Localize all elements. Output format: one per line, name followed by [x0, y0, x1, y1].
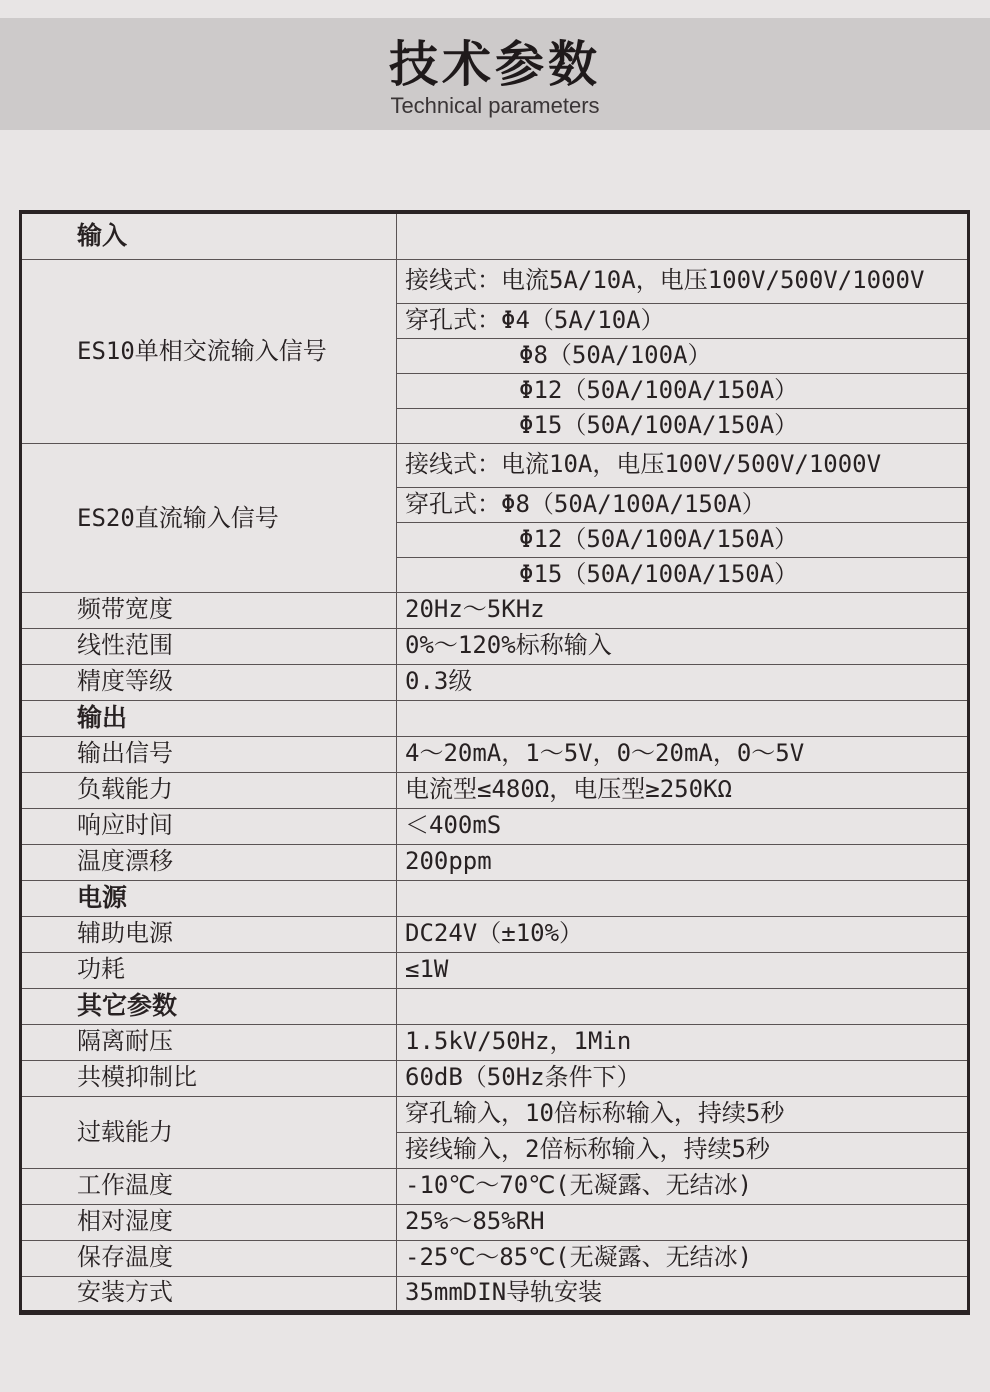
table-row: [21, 916, 969, 952]
param-value: Φ15（50A/100A/150A）: [519, 559, 799, 588]
param-value-cell: [397, 700, 969, 736]
param-label-cell: [21, 808, 397, 844]
param-label-cell: [21, 628, 397, 664]
param-value: -25℃～85℃(无凝露、无结冰): [405, 1243, 753, 1272]
param-value-cell: [397, 212, 969, 259]
param-value: 35mmDIN导轨安装: [405, 1278, 603, 1307]
table-row: [21, 1240, 969, 1276]
param-label: 线性范围: [77, 631, 173, 660]
param-value: -10℃～70℃(无凝露、无结冰): [405, 1171, 753, 1200]
param-value-cell: [397, 259, 969, 303]
param-label: 工作温度: [77, 1171, 173, 1200]
param-value-cell: [397, 988, 969, 1024]
table-row: [21, 988, 969, 1024]
page-subtitle: Technical parameters: [390, 93, 600, 118]
param-label: 温度漂移: [77, 847, 173, 876]
param-value-cell: [397, 592, 969, 628]
param-value-cell: [397, 880, 969, 916]
param-value-cell: [397, 1204, 969, 1240]
param-value-cell: [397, 443, 969, 487]
param-value: Φ12（50A/100A/150A）: [519, 524, 799, 553]
param-value: Φ15（50A/100A/150A）: [519, 410, 799, 439]
param-value: 0%～120%标称输入: [405, 631, 612, 660]
param-label-cell: [21, 916, 397, 952]
param-value: 25%～85%RH: [405, 1207, 545, 1236]
param-value-cell: [397, 303, 969, 338]
param-label: 精度等级: [77, 667, 173, 696]
param-label-cell: [21, 700, 397, 736]
param-label-cell: [21, 1168, 397, 1204]
table-row: [21, 880, 969, 916]
param-label-cell: [21, 952, 397, 988]
table-row: [21, 1060, 969, 1096]
param-value: 0.3级: [405, 667, 473, 696]
param-label: 其它参数: [77, 990, 178, 1020]
param-value-cell: [397, 1060, 969, 1096]
param-value-cell: [397, 1276, 969, 1312]
param-value: 20Hz～5KHz: [405, 595, 545, 624]
parameters-table: [19, 210, 970, 1315]
param-label: 输出: [77, 702, 128, 732]
table-row: [21, 592, 969, 628]
param-value: 穿孔式：Φ8（50A/100A/150A）: [405, 489, 766, 518]
table-row: [21, 664, 969, 700]
table-row: [21, 1096, 969, 1132]
parameters-table-container: [19, 210, 967, 1315]
param-label-cell: [21, 212, 397, 259]
table-row: [21, 952, 969, 988]
param-value-cell: [397, 1096, 969, 1132]
param-label: 负载能力: [77, 775, 173, 804]
header-band: [0, 18, 990, 130]
param-label: 辅助电源: [77, 919, 173, 948]
param-label-cell: [21, 1096, 397, 1168]
param-label-cell: [21, 664, 397, 700]
table-row: [21, 443, 969, 487]
param-label-cell: [21, 443, 397, 592]
param-value: 60dB（50Hz条件下）: [405, 1063, 641, 1092]
param-value: DC24V（±10%）: [405, 919, 584, 948]
param-value-cell: [397, 1168, 969, 1204]
table-row: [21, 736, 969, 772]
table-row: [21, 772, 969, 808]
page-title: 技术参数: [388, 36, 601, 93]
param-label: 保存温度: [77, 1243, 173, 1272]
param-value-cell: [397, 916, 969, 952]
param-value-cell: [397, 628, 969, 664]
param-value: Φ8（50A/100A）: [519, 340, 712, 369]
param-value-cell: [397, 772, 969, 808]
param-label-cell: [21, 259, 397, 443]
param-value: ＜400mS: [405, 811, 502, 840]
param-label-cell: [21, 592, 397, 628]
param-value-cell: [397, 522, 969, 557]
param-value-cell: [397, 664, 969, 700]
table-row: [21, 1204, 969, 1240]
param-label-cell: [21, 880, 397, 916]
param-value: 接线输入，2倍标称输入，持续5秒: [405, 1135, 770, 1164]
param-value-cell: [397, 1024, 969, 1060]
table-row: [21, 1024, 969, 1060]
param-label: 功耗: [77, 955, 125, 984]
parameters-table-body: [21, 212, 969, 1312]
param-label-cell: [21, 1060, 397, 1096]
param-label: 隔离耐压: [77, 1027, 173, 1056]
param-label: 响应时间: [77, 811, 173, 840]
table-row: [21, 700, 969, 736]
param-label-cell: [21, 772, 397, 808]
param-value-cell: [397, 408, 969, 443]
param-value-cell: [397, 1240, 969, 1276]
param-label: 相对湿度: [77, 1207, 173, 1236]
table-row: [21, 212, 969, 259]
param-value: 接线式：电流5A/10A，电压100V/500V/1000V: [405, 266, 925, 295]
table-row: [21, 628, 969, 664]
param-value-cell: [397, 338, 969, 373]
param-label: ES20直流输入信号: [77, 503, 279, 532]
param-label-cell: [21, 1024, 397, 1060]
param-label-cell: [21, 988, 397, 1024]
param-value: 200ppm: [405, 847, 492, 876]
param-value-cell: [397, 557, 969, 592]
param-label-cell: [21, 736, 397, 772]
param-value: 4～20mA，1～5V，0～20mA，0～5V: [405, 739, 805, 768]
param-label-cell: [21, 1204, 397, 1240]
param-value-cell: [397, 952, 969, 988]
param-value: Φ12（50A/100A/150A）: [519, 375, 799, 404]
table-row: [21, 808, 969, 844]
param-value: 穿孔式：Φ4（5A/10A）: [405, 305, 665, 334]
param-label: 输出信号: [77, 739, 173, 768]
param-value: 电流型≤480Ω，电压型≥250KΩ: [405, 775, 732, 804]
param-value: 穿孔输入，10倍标称输入，持续5秒: [405, 1099, 785, 1128]
param-label: 共模抑制比: [77, 1063, 197, 1092]
param-label: 电源: [77, 882, 128, 912]
param-value: 1.5kV/50Hz，1Min: [405, 1027, 632, 1056]
param-value-cell: [397, 1132, 969, 1168]
param-value-cell: [397, 844, 969, 880]
table-row: [21, 1168, 969, 1204]
table-row: [21, 259, 969, 303]
param-value-cell: [397, 487, 969, 522]
table-row: [21, 844, 969, 880]
param-value-cell: [397, 736, 969, 772]
param-label: ES10单相交流输入信号: [77, 337, 327, 365]
param-value-cell: [397, 373, 969, 408]
param-label: 过载能力: [77, 1118, 173, 1146]
table-row: [21, 1276, 969, 1312]
param-label: 安装方式: [77, 1278, 173, 1307]
param-value: ≤1W: [405, 955, 449, 984]
param-value-cell: [397, 808, 969, 844]
param-label: 输入: [77, 220, 128, 250]
param-label-cell: [21, 1240, 397, 1276]
param-label-cell: [21, 1276, 397, 1312]
param-label: 频带宽度: [77, 595, 173, 624]
param-label-cell: [21, 844, 397, 880]
param-value: 接线式：电流10A，电压100V/500V/1000V: [405, 450, 882, 479]
